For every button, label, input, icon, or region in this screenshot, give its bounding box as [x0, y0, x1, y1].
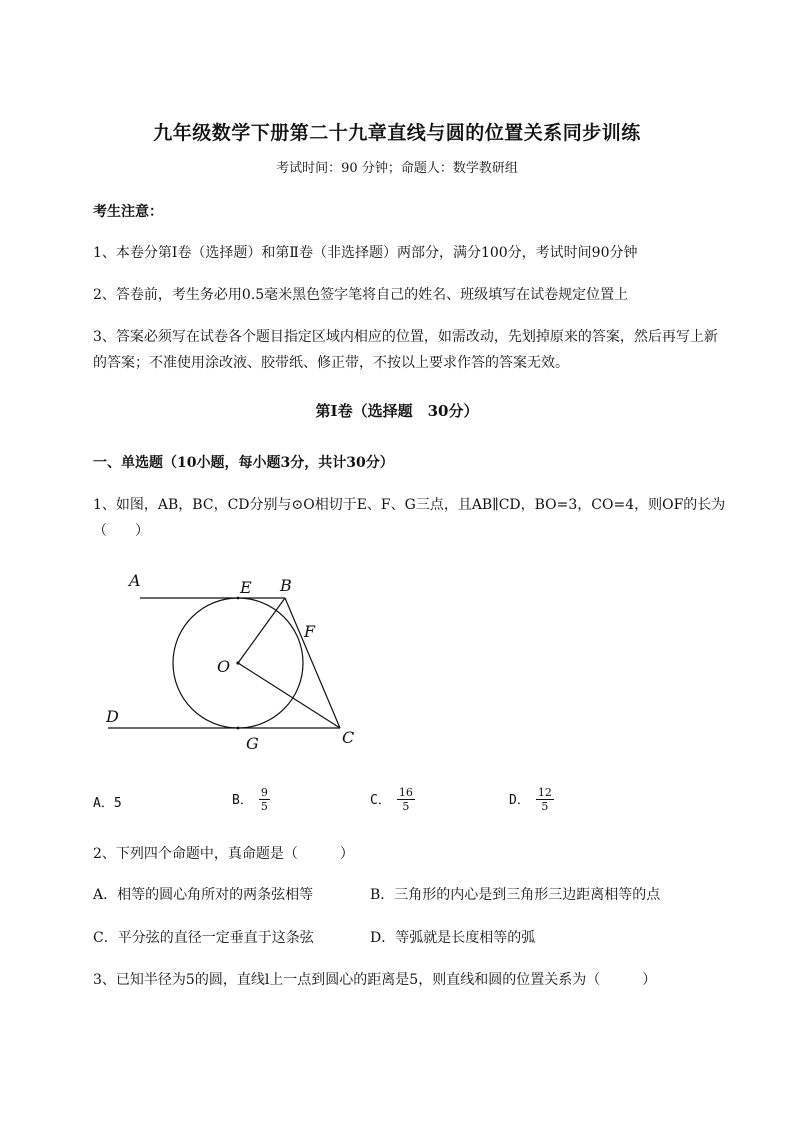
option-b-label: B．	[232, 793, 253, 808]
segment-oc	[238, 663, 340, 728]
option-c-label: C．	[370, 793, 391, 808]
notice-item-2: 2、答卷前，考生务必用0.5毫米黑色签字笔将自己的姓名、班级填写在试卷规定位置上	[93, 287, 629, 303]
question-1-text: 1、如图，AB，BC，CD分别与⊙O相切于E、F、G三点，且AB∥CD，BO=3，CO=4，则OF的长为	[93, 497, 726, 513]
option-a-label: A．	[93, 796, 114, 811]
label-b: B	[280, 576, 292, 595]
question-1-option-b[interactable]	[232, 786, 270, 813]
label-o: O	[217, 657, 231, 676]
label-g: G	[246, 734, 259, 753]
notice-item-3: 3、答案必须写在试卷各个题目指定区域内相应的位置，如需改动，先划掉原来的答案，然后再写上新	[93, 329, 718, 345]
point-g	[237, 727, 240, 730]
question-2-option-b[interactable]: B．三角形的内心是到三角形三边距离相等的点	[370, 887, 661, 903]
notice-item-3-cont: 的答案；不准使用涂改液、胶带纸、修正带，不按以上要求作答的答案无效。	[93, 355, 569, 371]
point-o	[236, 661, 239, 664]
label-d: D	[106, 707, 119, 726]
question-3-text: 3、已知半径为5的圆，直线l上一点到圆心的距离是5，则直线和圆的位置关系为（ ）	[93, 972, 657, 988]
question-2-text: 2、下列四个命题中，真命题是（ ）	[93, 846, 354, 862]
question-1-blank: （ ）	[93, 523, 149, 539]
question-1-option-a[interactable]	[93, 792, 122, 811]
exam-info: 考试时间：90 分钟；命题人：数学教研组	[276, 161, 518, 176]
label-f: F	[304, 622, 316, 641]
notice-heading: 考生注意：	[93, 204, 163, 220]
question-1-option-c[interactable]	[370, 786, 415, 813]
option-d-label: D．	[509, 793, 530, 808]
option-a-value: 5	[113, 796, 122, 811]
question-1-figure	[100, 565, 370, 755]
document-title: 九年级数学下册第二十九章直线与圆的位置关系同步训练	[153, 122, 641, 144]
question-1-option-d[interactable]	[509, 786, 554, 813]
question-2-option-c[interactable]: C．平分弦的直径一定垂直于这条弦	[93, 930, 314, 946]
section-title: 第I卷（选择题 30分）	[315, 402, 479, 420]
question-2-option-d[interactable]: D．等弧就是长度相等的弧	[370, 930, 536, 946]
part-heading: 一、单选题（10小题，每小题3分，共计30分）	[93, 455, 394, 471]
point-e	[237, 597, 240, 600]
tangent-line-bc	[285, 598, 340, 728]
segment-ob	[238, 598, 285, 663]
label-e: E	[240, 578, 252, 597]
notice-item-1: 1、本卷分第I卷（选择题）和第Ⅱ卷（非选择题）两部分，满分100分，考试时间90分钟	[93, 245, 638, 261]
label-a: A	[129, 571, 141, 590]
option-b-fraction: $\frac{9}{5}$	[260, 786, 268, 813]
option-d-fraction: $\frac{12}{5}$	[537, 786, 552, 813]
question-2-option-a[interactable]: A．相等的圆心角所对的两条弦相等	[93, 887, 314, 903]
label-c: C	[342, 728, 355, 747]
option-c-fraction: $\frac{16}{5}$	[398, 786, 413, 813]
